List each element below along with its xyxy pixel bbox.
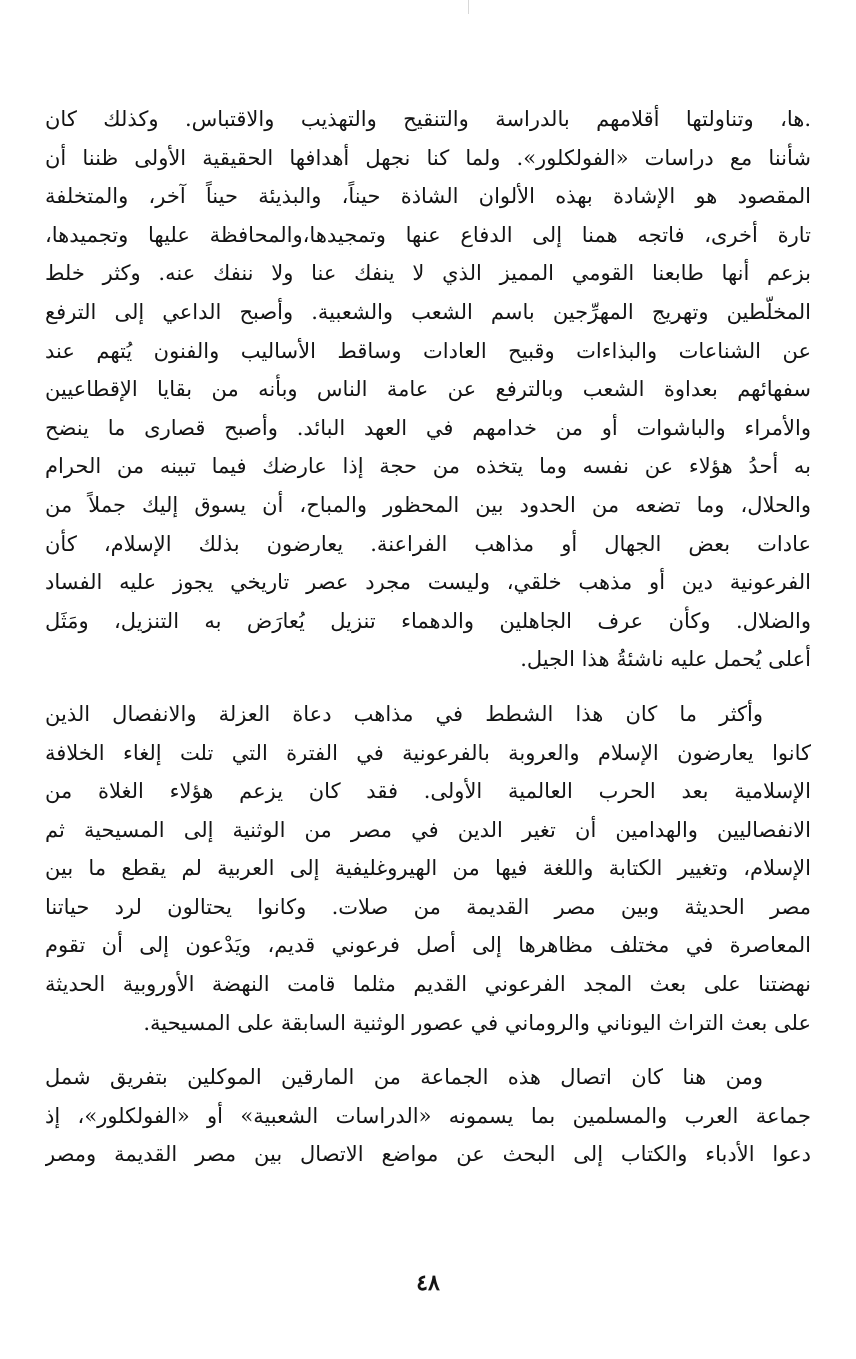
paragraph-gap: [45, 679, 811, 695]
text-line: به أحدُ هؤلاء عن نفسه وما يتخذه من حجة إذا عارضك فيما تبينه من الحرام: [45, 454, 811, 479]
paragraph-2: [45, 695, 811, 1042]
text-line: الإسلامية بعد الحرب العالمية الأولى. فقد كان يزعم هؤلاء الغلاة من: [45, 779, 811, 804]
text-line: والأمراء والباشوات أو من خدامهم في العهد البائد. وأصبح قصارى ما ينضح: [45, 415, 811, 440]
text-line: عن الشناعات والبذاءات وقبيح العادات وساقط الأساليب والفنون يُتهم عند: [45, 338, 811, 363]
text-line: سفهائهم بعداوة الشعب وبالترفع عن عامة الناس وبأنه من بقايا الإقطاعيين: [45, 377, 811, 402]
page-number: ٤٨: [416, 1270, 440, 1296]
text-line: بزعم أنها طابعنا القومي المميز الذي لا ينفك عنا ولا ننفك عنه. وكثر خلط: [45, 261, 811, 286]
text-line: الانفصاليين والهدامين أن تغير الدين في مصر من الوثنية إلى المسيحية ثم: [45, 817, 811, 842]
top-scan-mark: [468, 0, 469, 14]
text-line: .ها، وتناولتها أقلامهم بالدراسة والتنقيح والتهذيب والاقتباس. وكذلك كان: [45, 107, 811, 131]
text-line: الإسلام، وتغيير الكتابة واللغة فيها من الهيروغليفية إلى العربية لم يقطع ما بين: [45, 856, 811, 881]
text-line: المعاصرة في مختلف مظاهرها إلى أصل فرعوني قديم، ويَدْعون إلى أن تقوم: [45, 933, 811, 958]
text-line: على بعث التراث اليوناني والروماني في عصور الوثنية السابقة على المسيحية.: [143, 1010, 811, 1035]
text-line: دعوا الأدباء والكتاب إلى البحث عن مواضع الاتصال بين مصر القديمة ومصر: [45, 1142, 811, 1167]
text-line: والضلال. وكأن عرف الجاهلين والدهماء تنزيل يُعارَض به التنزيل، ومَثَل: [45, 608, 811, 633]
text-line: مصر الحديثة وبين مصر القديمة من صلات. وكانوا يحتالون لرد حياتنا: [45, 894, 811, 919]
text-line: الفرعونية دين أو مذهب خلقي، وليست مجرد عصر تاريخي يجوز عليه الفساد: [45, 570, 811, 595]
text-line: جماعة العرب والمسلمين بما يسمونه «الدراسات الشعبية» أو «الفولكلور»، إذ: [45, 1103, 811, 1128]
text-line: عادات بعض الجهال أو مذاهب الفراعنة. يعارضون بذلك الإسلام، كأن: [45, 531, 811, 556]
text-line: والحلال، وما تضعه من الحدود بين المحظور والمباح، أن يسوق إليك جملاً من: [45, 492, 811, 517]
paragraph-3: [45, 1058, 811, 1174]
text-line: وأكثر ما كان هذا الشطط في مذاهب دعاة العزلة والانفصال الذين: [45, 701, 763, 726]
text-line: المقصود هو الإشادة بهذه الألوان الشاذة حيناً، والبذيئة حيناً آخر، والمتخلفة: [45, 184, 811, 209]
paragraph-gap: [45, 1042, 811, 1058]
text-line: نهضتنا على بعث المجد الفرعوني القديم مثلما قامت النهضة الأوروبية الحديثة: [45, 972, 811, 997]
text-line: شأننا مع دراسات «الفولكلور». ولما كنا نجهل أهدافها الحقيقية الأولى ظننا أن: [45, 145, 811, 170]
text-line: تارة أخرى، فاتجه همنا إلى الدفاع عنها وتمجيدها،والمحافظة عليها وتجميدها،: [45, 222, 811, 247]
text-line: ومن هنا كان اتصال هذه الجماعة من المارقين الموكلين بتفريق شمل: [45, 1065, 763, 1090]
text-line: المخلّطين وتهريج المهرِّجين باسم الشعب والشعبية. وأصبح الداعي إلى الترفع: [45, 299, 811, 324]
text-line: أعلى يُحمل عليه ناشئةُ هذا الجيل.: [520, 647, 811, 672]
page-body: [45, 100, 811, 1300]
paragraph-1: [45, 100, 811, 679]
text-line: كانوا يعارضون الإسلام والعروبة بالفرعونية في الفترة التي تلت إلغاء الخلافة: [45, 740, 811, 765]
